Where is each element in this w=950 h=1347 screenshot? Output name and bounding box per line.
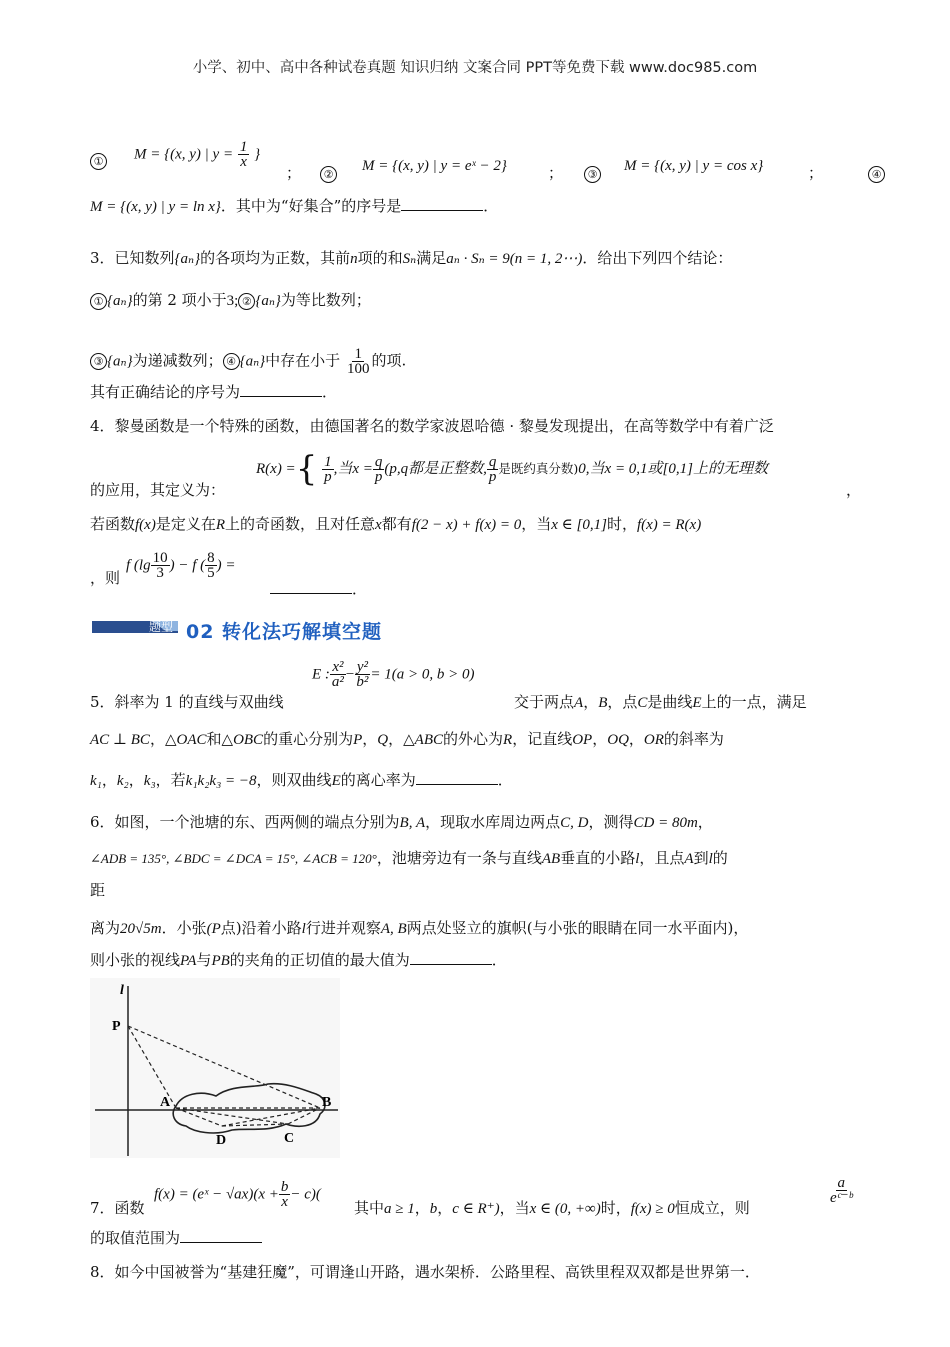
q6-pond-figure [90,978,340,1158]
q2-answer-blank[interactable] [401,196,483,211]
q5-line1-start: 5．斜率为 1 的直线与双曲线 [90,693,284,711]
q2-sets-line [90,150,107,170]
label-p: P [112,1019,121,1034]
q4-line3: 若函数f(x)是定义在R上的奇函数，且对任意x都有f(2 − x) + f(x) = 0，当x ∈ [0,1]时，f(x) = R(x) [90,515,702,533]
q4-line2: 的应用，其定义为： [90,481,226,499]
section-badge-graphic [92,617,178,635]
q5-hyperbola: E : $\frac{\text{x²}}{\text{a²}}$ − $\frac{\text{y²}}{\text{b²}}$ = 1(a > 0, b > 0) [312,659,475,690]
option-1-marker: ① [90,153,107,170]
q4-line1: 4．黎曼函数是一个特殊的函数，由德国著名的数学家波恩哈德 · 黎曼发现提出，在高等数学中有着广泛 [90,417,774,435]
q4-line2-end: ， [846,481,862,499]
label-d: D [216,1133,227,1148]
conclusion-1-marker: ① [90,293,107,310]
q8-line1: 8．如今中国被誉为“基建狂魔”，可谓逢山开路，遇水架桥．公路里程、高铁里程双双都是世界第一． [90,1263,760,1281]
option-3-marker: ③ [584,166,601,183]
conclusion-2-marker: ② [238,293,255,310]
q7-line1-start: 7．函数 [90,1199,145,1217]
q2-sep-3: ； [808,164,824,182]
q4-line4: ，则 [90,569,121,587]
q3-conclusions-3-4: ③ {aₙ}为递减数列； ④ {aₙ}中存在小于 $\frac{1}{100}$ 的项. [90,347,406,376]
q3-line1: 3．已知数列{aₙ}的各项均为正数，其前n项的和Sₙ满足aₙ · Sₙ = 9(n = 1, 2⋯)．给出下列四个结论： [90,249,733,267]
q6-line1: 6．如图，一个池塘的东、西两侧的端点分别为B, A，现取水库周边两点C, D，测得CD = 80m， [90,813,713,831]
option-4-marker: ④ [868,166,885,183]
q2-sep-2: ； [548,164,564,182]
q4-answer-blank[interactable] [270,579,352,594]
q2-set1-fraction: $\frac{1}{x}$ [239,139,248,170]
q6-line4: 离为20√5m．小张(P点)沿着小路l行进并观察A, B两点处竖立的旗帜(与小张的眼睛在同一水平面内)， [90,919,749,937]
q5-answer-blank[interactable] [416,770,498,785]
label-b: B [322,1095,332,1110]
option-2-marker: ② [320,166,337,183]
section-badge-text: 题型 [149,620,174,634]
label-l: l [120,983,124,998]
q5-line1-end: 交于两点A，B，点C是曲线E上的一点，满足 [514,693,807,711]
q2-set4: M = {(x, y) | y = ln x} [90,199,221,215]
label-a: A [160,1095,171,1110]
q3-ask: 其有正确结论的序号为 ． [90,383,338,401]
q6-answer-blank[interactable] [410,950,492,965]
q2-set3: M = {(x, y) | y = cos x} [624,158,764,174]
q4-expression: f (lg $\frac{10}{3}$ ) − f ( $\frac{8}{5}$ ) = [126,550,236,581]
q6-line5: 则小张的视线PA与PB的夹角的正切值的最大值为 ． [90,951,507,969]
conclusion-3-marker: ③ [90,353,107,370]
q4-definition: R(x) ={ $\frac{1}{p}$ ,当x = $\frac{q}{p}$ (p,q都是正整数, $\frac{q}{p}$ 是既约真分数)0,当x = 0,1或[0,1]上的无理数 [256,449,768,489]
q7-function: f(x) = (eˣ − √ax)(x + $\frac{b}{x}$ − c)( [154,1179,321,1210]
q3-conclusions-1-2: ① {aₙ}的第 2 项小于3; ② {aₙ}为等比数列； [90,290,371,311]
q4-answer: ． [270,579,367,599]
q5-line3: k₁，k₂，k₃，若k₁k₂k₃ = −8，则双曲线E的离心率为 ． [90,771,513,789]
q3-answer-blank[interactable] [240,382,322,397]
section-title: 02 转化法巧解填空题 [186,621,383,643]
q2-set1: M = {(x, y) | y = $\frac{1}{x}$ } [134,139,261,170]
conclusion-4-marker: ④ [223,353,240,370]
q3-fraction-1-100: $\frac{1}{100}$ [346,346,370,377]
q7-line1-rest: 其中a ≥ 1，b，c ∈ R⁺)，当x ∈ (0, +∞)时，f(x) ≥ 0恒成立，则 [354,1199,750,1217]
label-c: C [284,1131,295,1146]
q7-ratio: $\frac{a}{\text{eᶜ⁻ᵇ}}$ [830,1175,853,1206]
q2-sep-1: ； [286,164,302,182]
q7-answer-blank[interactable] [180,1228,262,1243]
q2-line2: M = {(x, y) | y = ln x}．其中为“好集合”的序号是 ． [90,197,499,215]
q5-line2: AC ⊥ BC，△OAC和△OBC的重心分别为P，Q，△ABC的外心为R，记直线OP，OQ，OR的斜率为 [90,730,724,748]
q6-line3: 距 [90,881,106,899]
q6-line2: ∠ADB = 135°, ∠BDC = ∠DCA = 15°, ∠ACB = 120°，池塘旁边有一条与直线AB垂直的小路l，且点A到l的 [90,849,728,867]
q7-line2: 的取值范围为 [90,1228,262,1248]
q2-set2: M = {(x, y) | y = eˣ − 2} [362,158,507,174]
page-header: 小学、初中、高中各种试卷真题 知识归纳 文案合同 PPT等免费下载 www.doc985.com [192,60,758,76]
